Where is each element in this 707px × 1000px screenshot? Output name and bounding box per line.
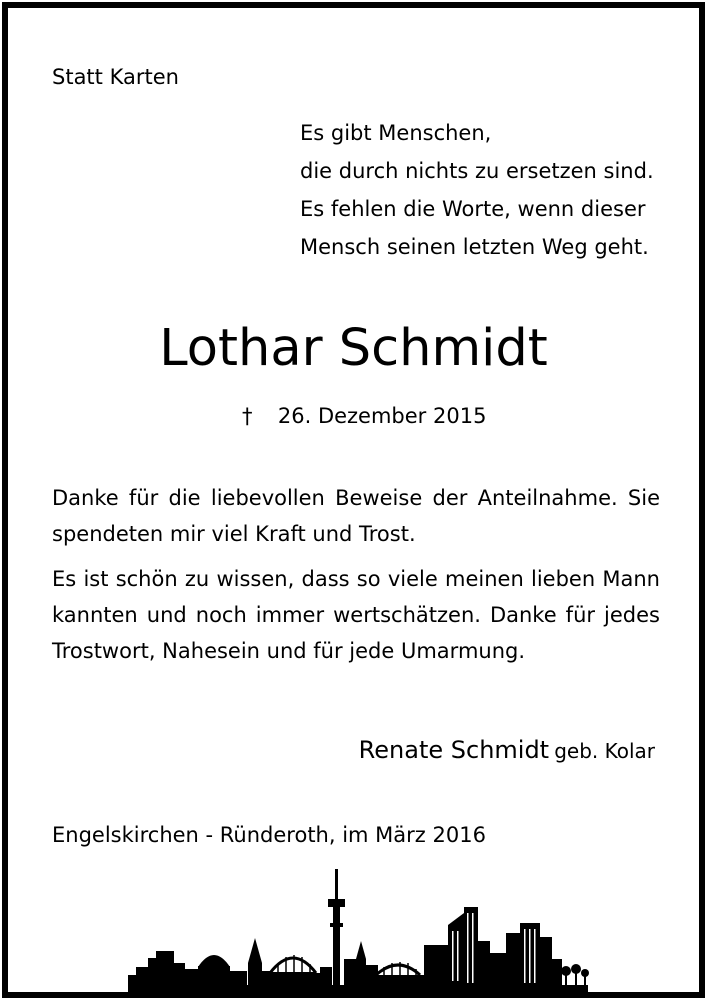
place-and-date: Engelskirchen - Ründeroth, im März 2016 [52, 823, 486, 847]
signature-maiden-name: geb. Kolar [554, 739, 655, 763]
appreciation-paragraph: Es ist schön zu wissen, dass so viele meinen lieben Mann kannten und noch immer wertschätzen. Danke für jedes Trostwort, Nahesein und für jede Umarmung. [52, 567, 660, 663]
signature-name: Renate Schmidt [358, 736, 550, 764]
obituary-notice [2, 2, 705, 998]
thanks-paragraph: Danke für die liebevollen Beweise der Anteilnahme. Sie spendeten mir viel Kraft und Trost. [52, 486, 660, 546]
poem-line: Es gibt Menschen, [300, 121, 492, 145]
deceased-name: Lothar Schmidt [159, 319, 548, 378]
poem-line: Mensch seinen letzten Weg geht. [300, 235, 649, 259]
signature [359, 736, 655, 764]
poem-line: Es fehlen die Worte, wenn dieser [300, 197, 646, 221]
city-skyline-silhouette-icon [8, 863, 699, 992]
death-date-line [242, 403, 486, 429]
cross-icon: † [242, 404, 253, 428]
poem-line: die durch nichts zu ersetzen sind. [300, 159, 654, 183]
death-date: 26. Dezember 2015 [277, 404, 487, 428]
header-label: Statt Karten [52, 65, 179, 89]
poem [300, 120, 654, 272]
